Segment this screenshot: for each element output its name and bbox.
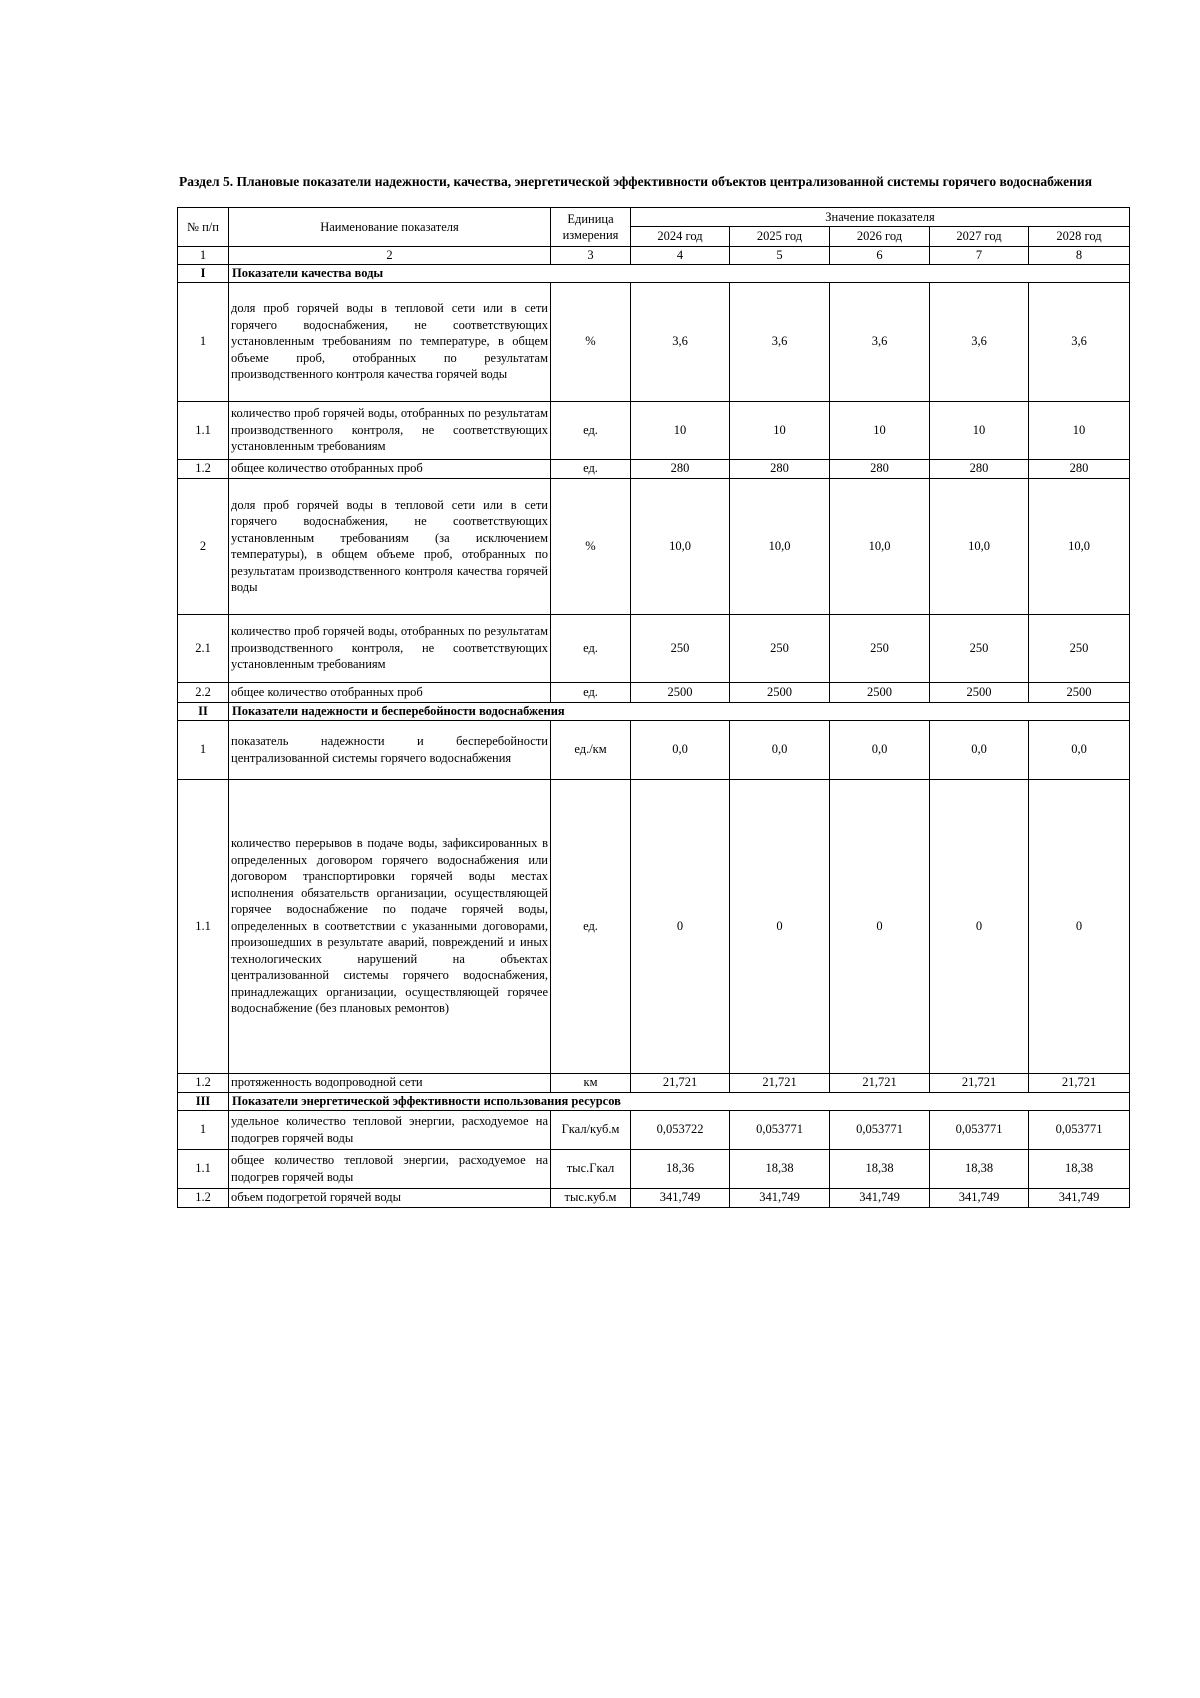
header-year: 2024 год	[631, 227, 730, 247]
value-cell: 341,749	[830, 1188, 930, 1207]
value-cell: 10,0	[930, 478, 1029, 614]
value-cell: 0	[830, 779, 930, 1073]
unit-cell: ед.	[551, 459, 631, 478]
table-row	[178, 1110, 1130, 1149]
indicator-name: объем подогретой горячей воды	[229, 1188, 551, 1207]
table-row	[178, 459, 1130, 478]
row-number: 1.1	[178, 1149, 229, 1188]
indicator-name: доля проб горячей воды в тепловой сети или в сети горячего водоснабжения, не соответствующих установленным требованиям (за исключением температуры), в общем объеме проб, отобранных по результатам производственного контроля качества горячей воды	[229, 478, 551, 614]
section-number: I	[178, 264, 229, 282]
indicator-name: удельное количество тепловой энергии, расходуемое на подогрев горячей воды	[229, 1110, 551, 1149]
header-value-group: Значение показателя	[631, 208, 1130, 227]
indicator-name: доля проб горячей воды в тепловой сети или в сети горячего водоснабжения, не соответствующих установленным требованиям по температуре, в общем объеме проб, отобранных по результатам производственного контроля качества горячей воды	[229, 282, 551, 401]
row-number: 1.1	[178, 401, 229, 459]
table-row	[178, 614, 1130, 682]
row-number: 1.2	[178, 1073, 229, 1092]
table-row	[178, 282, 1130, 401]
value-cell: 10,0	[631, 478, 730, 614]
value-cell: 10	[1029, 401, 1130, 459]
value-cell: 2500	[631, 682, 730, 702]
column-number: 4	[631, 247, 730, 265]
header-year: 2028 год	[1029, 227, 1130, 247]
value-cell: 0,053771	[730, 1110, 830, 1149]
indicator-name: показатель надежности и бесперебойности централизованной системы горячего водоснабжения	[229, 720, 551, 779]
value-cell: 250	[631, 614, 730, 682]
value-cell: 2500	[930, 682, 1029, 702]
value-cell: 18,38	[1029, 1149, 1130, 1188]
column-number: 6	[830, 247, 930, 265]
column-number: 1	[178, 247, 229, 265]
value-cell: 250	[1029, 614, 1130, 682]
value-cell: 250	[730, 614, 830, 682]
value-cell: 21,721	[631, 1073, 730, 1092]
value-cell: 3,6	[1029, 282, 1130, 401]
section-row	[178, 702, 1130, 720]
unit-cell: ед.	[551, 614, 631, 682]
section-label: Показатели надежности и бесперебойности водоснабжения	[229, 702, 1130, 720]
value-cell: 10,0	[830, 478, 930, 614]
column-number: 3	[551, 247, 631, 265]
table-row	[178, 478, 1130, 614]
indicators-table	[177, 207, 1130, 1208]
indicator-name: количество проб горячей воды, отобранных по результатам производственного контроля, не соответствующих установленным требованиям	[229, 614, 551, 682]
indicator-name: общее количество тепловой энергии, расходуемое на подогрев горячей воды	[229, 1149, 551, 1188]
header-year: 2026 год	[830, 227, 930, 247]
value-cell: 10,0	[1029, 478, 1130, 614]
value-cell: 280	[730, 459, 830, 478]
column-number: 8	[1029, 247, 1130, 265]
column-number: 5	[730, 247, 830, 265]
value-cell: 341,749	[631, 1188, 730, 1207]
value-cell: 0,053771	[1029, 1110, 1130, 1149]
header-year: 2027 год	[930, 227, 1029, 247]
value-cell: 280	[930, 459, 1029, 478]
indicator-name: количество проб горячей воды, отобранных по результатам производственного контроля, не соответствующих установленным требованиям	[229, 401, 551, 459]
unit-cell: тыс.Гкал	[551, 1149, 631, 1188]
value-cell: 2500	[730, 682, 830, 702]
section-row	[178, 264, 1130, 282]
value-cell: 2500	[830, 682, 930, 702]
table-row	[178, 1149, 1130, 1188]
unit-cell: ед.	[551, 779, 631, 1073]
value-cell: 10	[730, 401, 830, 459]
value-cell: 341,749	[1029, 1188, 1130, 1207]
value-cell: 21,721	[1029, 1073, 1130, 1092]
unit-cell: %	[551, 282, 631, 401]
header-num: № п/п	[178, 208, 229, 247]
row-number: 1	[178, 282, 229, 401]
value-cell: 0,0	[930, 720, 1029, 779]
value-cell: 10	[830, 401, 930, 459]
table-row	[178, 1188, 1130, 1207]
row-number: 2	[178, 478, 229, 614]
section-row	[178, 1092, 1130, 1110]
value-cell: 10	[631, 401, 730, 459]
value-cell: 0	[1029, 779, 1130, 1073]
value-cell: 3,6	[930, 282, 1029, 401]
unit-cell: км	[551, 1073, 631, 1092]
value-cell: 3,6	[830, 282, 930, 401]
section-title: Раздел 5. Плановые показатели надежности, качества, энергетической эффективности объектов централизованной системы горячего водоснабжения	[179, 174, 1093, 189]
section-label: Показатели энергетической эффективности использования ресурсов	[229, 1092, 1130, 1110]
table-row	[178, 401, 1130, 459]
value-cell: 21,721	[730, 1073, 830, 1092]
table-row	[178, 1073, 1130, 1092]
value-cell: 0	[631, 779, 730, 1073]
value-cell: 10	[930, 401, 1029, 459]
value-cell: 10,0	[730, 478, 830, 614]
table-row	[178, 779, 1130, 1073]
value-cell: 280	[1029, 459, 1130, 478]
value-cell: 0,053771	[830, 1110, 930, 1149]
unit-cell: ед.	[551, 682, 631, 702]
table-row	[178, 682, 1130, 702]
value-cell: 3,6	[730, 282, 830, 401]
value-cell: 341,749	[930, 1188, 1029, 1207]
value-cell: 0,0	[631, 720, 730, 779]
indicator-name: количество перерывов в подаче воды, зафиксированных в определенных договором горячего водоснабжения или договором транспортировки горячей воды местах исполнения обязательств организации, осуществляющей горячее водоснабжение по подаче горячей воды, определенных в соответствии с указанными договорами, произошедших в результате аварий, повреждений и иных технологических нарушений на объектах централизованной системы горячего водоснабжения, принадлежащих организации, осуществляющей горячее водоснабжение (без плановых ремонтов)	[229, 779, 551, 1073]
section-number: III	[178, 1092, 229, 1110]
column-number: 2	[229, 247, 551, 265]
value-cell: 2500	[1029, 682, 1130, 702]
row-number: 1.1	[178, 779, 229, 1073]
value-cell: 0,0	[730, 720, 830, 779]
table-row	[178, 720, 1130, 779]
indicator-name: протяженность водопроводной сети	[229, 1073, 551, 1092]
value-cell: 250	[830, 614, 930, 682]
value-cell: 280	[631, 459, 730, 478]
section-number: II	[178, 702, 229, 720]
header-unit: Единица измерения	[551, 208, 631, 247]
indicator-name: общее количество отобранных проб	[229, 459, 551, 478]
unit-cell: тыс.куб.м	[551, 1188, 631, 1207]
value-cell: 0	[730, 779, 830, 1073]
value-cell: 18,38	[730, 1149, 830, 1188]
header-year: 2025 год	[730, 227, 830, 247]
value-cell: 0,053771	[930, 1110, 1029, 1149]
value-cell: 0,0	[1029, 720, 1130, 779]
row-number: 2.2	[178, 682, 229, 702]
value-cell: 280	[830, 459, 930, 478]
value-cell: 0	[930, 779, 1029, 1073]
unit-cell: ед./км	[551, 720, 631, 779]
value-cell: 18,38	[830, 1149, 930, 1188]
value-cell: 250	[930, 614, 1029, 682]
value-cell: 21,721	[930, 1073, 1029, 1092]
unit-cell: Гкал/куб.м	[551, 1110, 631, 1149]
column-number: 7	[930, 247, 1029, 265]
value-cell: 0,0	[830, 720, 930, 779]
row-number: 1	[178, 720, 229, 779]
unit-cell: ед.	[551, 401, 631, 459]
unit-cell: %	[551, 478, 631, 614]
value-cell: 0,053722	[631, 1110, 730, 1149]
row-number: 1	[178, 1110, 229, 1149]
indicator-name: общее количество отобранных проб	[229, 682, 551, 702]
row-number: 1.2	[178, 1188, 229, 1207]
header-name: Наименование показателя	[229, 208, 551, 247]
value-cell: 3,6	[631, 282, 730, 401]
value-cell: 21,721	[830, 1073, 930, 1092]
row-number: 1.2	[178, 459, 229, 478]
section-label: Показатели качества воды	[229, 264, 1130, 282]
row-number: 2.1	[178, 614, 229, 682]
value-cell: 18,38	[930, 1149, 1029, 1188]
value-cell: 18,36	[631, 1149, 730, 1188]
value-cell: 341,749	[730, 1188, 830, 1207]
